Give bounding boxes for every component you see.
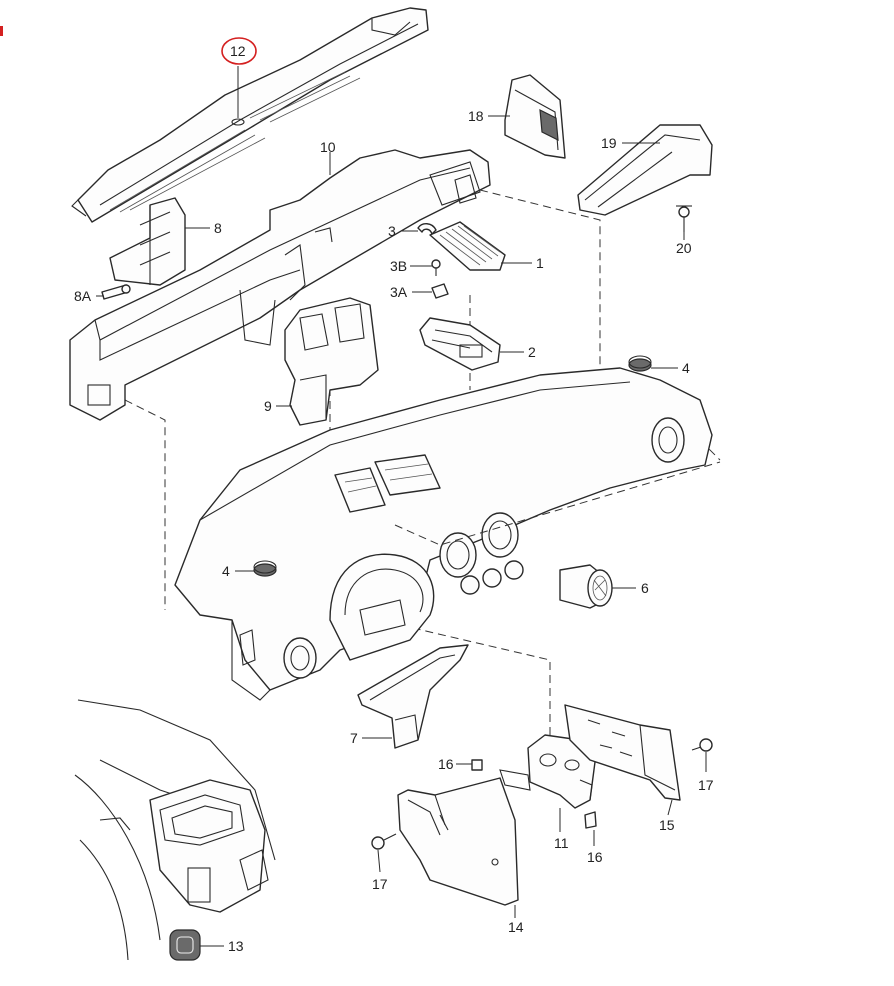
part-4-upper-vent-cap: [629, 356, 651, 371]
part-16-clip-upper: [472, 760, 482, 770]
part-3b-screw: [432, 260, 440, 276]
label-6: 6: [641, 580, 649, 596]
label-1: 1: [536, 255, 544, 271]
label-20: 20: [676, 240, 692, 256]
label-3b: 3B: [390, 258, 408, 274]
label-18: 18: [468, 108, 484, 124]
part-17-screw-right: [692, 739, 712, 751]
part-13-grommet: [170, 930, 200, 960]
label-2: 2: [528, 344, 536, 360]
part-7-lower-trim: [358, 645, 468, 748]
label-11: 11: [554, 835, 569, 851]
label-3a: 3A: [390, 284, 408, 300]
part-17-screw-left: [372, 834, 396, 849]
label-8: 8: [214, 220, 222, 236]
label-9: 9: [264, 398, 272, 414]
label-10: 10: [320, 139, 336, 155]
edge-marker: [0, 26, 3, 36]
label-12: 12: [230, 43, 246, 59]
label-3: 3: [388, 223, 396, 239]
part-14-lower-panel: [398, 778, 518, 905]
label-4-lower: 4: [222, 563, 230, 579]
label-16-lower: 16: [587, 849, 603, 865]
part-8a-bolt: [102, 285, 130, 299]
part-2-vent-housing: [420, 318, 500, 370]
part-3a-nut: [432, 284, 448, 298]
label-7: 7: [350, 730, 358, 746]
part-20-screw: [676, 206, 692, 232]
part-9-duct: [285, 298, 378, 425]
label-13: 13: [228, 938, 244, 954]
label-16-upper: 16: [438, 756, 454, 772]
label-15: 15: [659, 817, 675, 833]
part-6-round-vent: [560, 565, 612, 608]
label-14: 14: [508, 919, 524, 935]
part-19-cover: [578, 125, 712, 215]
label-8a: 8A: [74, 288, 92, 304]
part-1-vent-grille: [430, 222, 505, 270]
label-17-left: 17: [372, 876, 388, 892]
label-17-right: 17: [698, 777, 714, 793]
part-18-bracket: [505, 75, 565, 158]
label-4-upper: 4: [682, 360, 690, 376]
label-19: 19: [601, 135, 617, 151]
part-16-clip-lower: [585, 812, 596, 828]
part-3-clip: [418, 224, 436, 234]
vehicle-body-inset: [75, 700, 275, 960]
